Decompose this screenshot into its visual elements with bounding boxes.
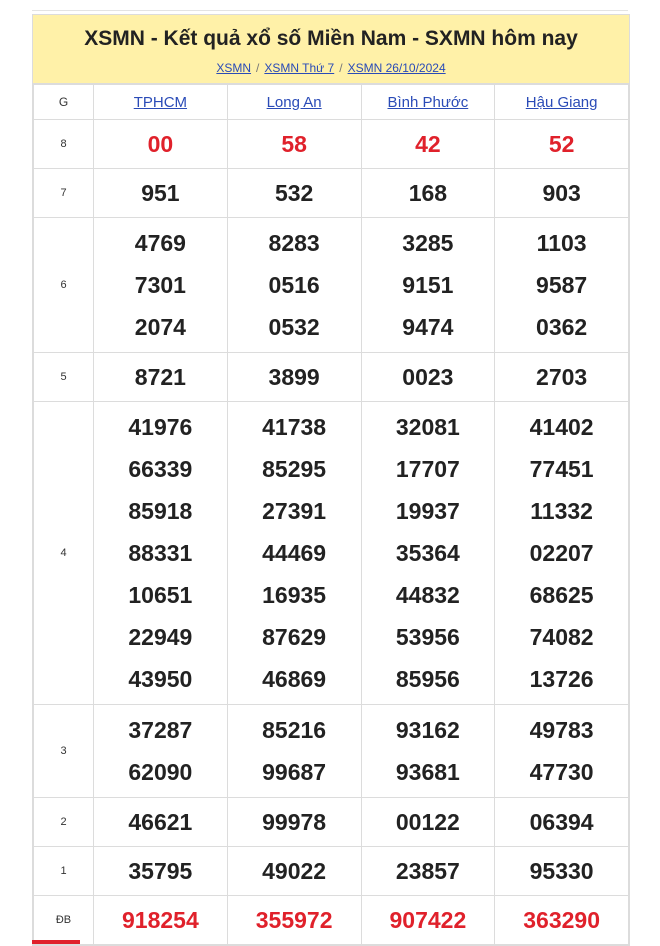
prize-cell [361,218,495,353]
prize-number: 47730 [529,759,594,785]
prize-cell [495,120,629,169]
prize-number: 35364 [395,540,460,566]
prize-number: 46869 [262,666,327,692]
prize-cell [361,798,495,847]
prize-number: 355972 [255,907,333,933]
province-header [94,85,228,120]
prize-label: 6 [34,218,94,353]
prize-cell [361,847,495,896]
page-title: XSMN - Kết quả xổ số Miền Nam - SXMN hôm nay [84,27,578,50]
prize-row [34,847,629,896]
province-link-tphcm[interactable]: TPHCM [133,93,188,111]
prize-cell [94,896,228,945]
breadcrumb-xsmn[interactable]: XSMN [216,61,252,75]
prize-cell [227,169,361,218]
prize-cell [361,169,495,218]
results-header [33,15,629,84]
prize-cell [227,218,361,353]
prize-number: 532 [274,180,314,206]
prize-label: 2 [34,798,94,847]
prize-number: 918254 [122,907,199,933]
prize-row [34,705,629,798]
prize-number: 41402 [529,414,594,440]
prize-number: 3285 [402,230,454,256]
prize-cell [361,402,495,705]
prize-number: 49783 [529,717,594,743]
prize-cell [227,798,361,847]
prize-number: 16935 [262,582,327,608]
prize-cell [495,798,629,847]
prize-number: 8283 [268,230,320,256]
prize-label: 5 [34,353,94,402]
prize-number: 19937 [395,498,460,524]
prize-number: 951 [141,180,180,206]
breadcrumb-separator: / [339,61,343,75]
prize-number: 907422 [389,907,467,933]
prize-cell [227,120,361,169]
breadcrumb-xsmn-thu-7[interactable]: XSMN Thứ 7 [264,61,335,75]
prize-number: 85216 [262,717,327,743]
results-table [33,84,629,945]
prize-cell [227,847,361,896]
prize-row [34,402,629,705]
prize-row [34,353,629,402]
prize-number: 93681 [395,759,460,785]
breadcrumb [39,61,623,75]
prize-number: 02207 [529,540,594,566]
prize-number: 10651 [128,582,193,608]
prize-cell [495,169,629,218]
prize-number: 168 [408,180,448,206]
province-header [361,85,495,120]
prize-number: 35795 [128,858,193,884]
prize-row [34,120,629,169]
prize-cell [495,705,629,798]
prize-number: 2074 [134,314,186,340]
prize-number: 27391 [262,498,327,524]
prize-column-header: G [34,85,94,120]
prize-number: 23857 [395,858,460,884]
prize-number: 99687 [262,759,327,785]
accent-bar [32,940,80,944]
prize-row [34,218,629,353]
prize-label: 8 [34,120,94,169]
prize-number: 13726 [529,666,594,692]
prize-number: 87629 [262,624,327,650]
prize-number: 42 [415,131,441,157]
prize-row [34,798,629,847]
prize-row [34,896,629,945]
table-header-row [34,85,629,120]
prize-number: 46621 [128,809,193,835]
results-table-body [34,120,629,945]
prize-row [34,169,629,218]
prize-cell [495,896,629,945]
prize-cell [361,353,495,402]
prize-cell [495,353,629,402]
prize-number: 43950 [128,666,193,692]
prize-number: 32081 [395,414,460,440]
prize-label: ĐB [34,896,94,945]
prize-number: 41976 [128,414,193,440]
province-header [227,85,361,120]
prize-number: 9474 [402,314,454,340]
prize-number: 7301 [134,272,186,298]
prize-cell [94,705,228,798]
prize-cell [227,896,361,945]
prize-label: 1 [34,847,94,896]
province-header [495,85,629,120]
prize-number: 85295 [262,456,327,482]
prize-number: 17707 [395,456,460,482]
prize-number: 44832 [395,582,460,608]
prize-number: 37287 [128,717,193,743]
prize-number: 0023 [402,364,454,390]
prize-number: 22949 [128,624,193,650]
prize-number: 62090 [128,759,193,785]
prize-cell [361,896,495,945]
prize-number: 74082 [529,624,594,650]
prize-cell [227,353,361,402]
prize-cell [495,402,629,705]
prize-number: 85918 [128,498,193,524]
prize-cell [361,705,495,798]
prize-number: 00 [147,131,174,157]
prize-number: 1103 [536,230,587,256]
prize-number: 85956 [395,666,460,692]
prize-cell [94,353,228,402]
prize-label: 4 [34,402,94,705]
prize-number: 00122 [395,809,460,835]
prize-number: 58 [281,131,307,157]
results-panel [32,14,630,946]
prize-number: 11332 [530,498,593,524]
prize-number: 0516 [268,272,320,298]
prize-label: 7 [34,169,94,218]
prize-number: 68625 [529,582,594,608]
prize-number: 49022 [262,858,327,884]
prize-cell [94,847,228,896]
prize-cell [94,218,228,353]
bottom-accent [32,940,628,946]
province-link-binh-phuoc[interactable]: Bình Phước [387,93,469,111]
prize-cell [495,218,629,353]
province-link-hau-giang[interactable]: Hậu Giang [525,93,598,111]
prize-number: 99978 [262,809,327,835]
prize-number: 0362 [536,314,588,340]
prize-number: 95330 [529,858,594,884]
prize-label: 3 [34,705,94,798]
prize-number: 44469 [262,540,327,566]
prize-number: 2703 [536,364,588,390]
prize-number: 8721 [134,364,186,390]
prize-number: 53956 [395,624,460,650]
prize-cell [94,169,228,218]
prize-number: 52 [548,131,575,157]
prize-number: 9587 [536,272,588,298]
breadcrumb-separator: / [256,61,260,75]
prize-number: 66339 [128,456,193,482]
prize-number: 88331 [128,540,193,566]
prize-number: 77451 [529,456,594,482]
prize-cell [227,705,361,798]
top-divider [32,0,628,11]
prize-cell [495,847,629,896]
prize-number: 363290 [523,907,600,933]
prize-number: 93162 [395,717,460,743]
prize-number: 06394 [529,809,594,835]
prize-cell [227,402,361,705]
prize-number: 4769 [134,230,186,256]
prize-cell [361,120,495,169]
prize-number: 903 [542,180,581,206]
prize-number: 0532 [268,314,320,340]
prize-cell [94,402,228,705]
prize-number: 9151 [402,272,454,298]
prize-number: 41738 [262,414,327,440]
prize-number: 3899 [268,364,320,390]
prize-cell [94,798,228,847]
prize-cell [94,120,228,169]
breadcrumb-xsmn-date[interactable]: XSMN 26/10/2024 [347,61,446,75]
province-link-long-an[interactable]: Long An [266,93,322,111]
